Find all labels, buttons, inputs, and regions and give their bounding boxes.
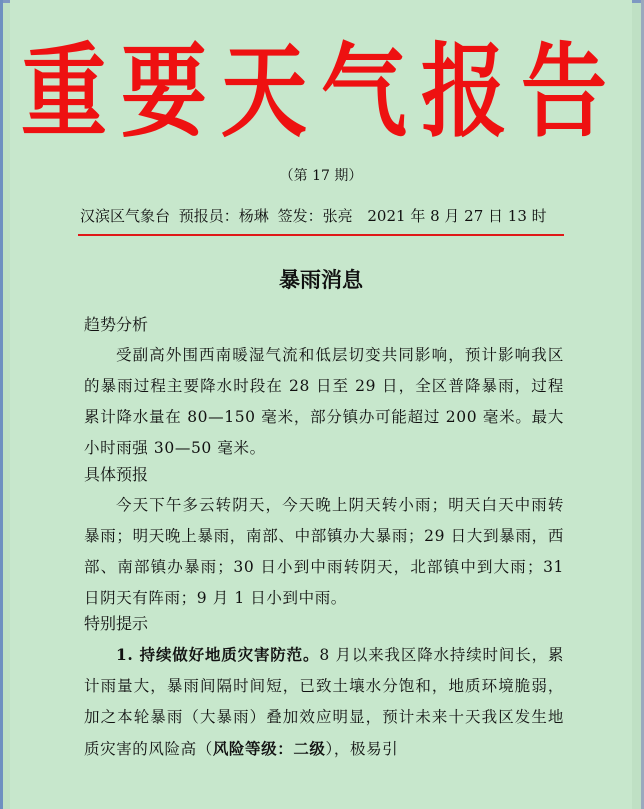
forecaster: 预报员：杨琳: [178, 207, 269, 225]
document-page: [10, 0, 632, 809]
trend-heading: 趋势分析: [84, 315, 149, 334]
tips-item-1-text-end: ），极易引: [325, 740, 399, 758]
tips-heading: 特别提示: [84, 614, 149, 633]
forecast-heading: 具体预报: [84, 465, 149, 484]
risk-level: 风险等级：二级: [212, 739, 326, 758]
issue-datetime: 2021 年 8 月 27 日 13 时: [367, 207, 547, 225]
report-title: 重要天气报告: [21, 33, 621, 152]
forecast-paragraph: 今天下午多云转阴天，今天晚上阴天转小雨；明天白天中雨转暴雨；明天晚上暴雨，南部、中部镇办大暴雨；29 日大到暴雨，西部、南部镇办暴雨；30 日小到中雨转阴天，北部镇中到大雨；31 日阴天有阵雨；9 月 1 日小到中雨。: [84, 496, 564, 607]
window-frame-left: [0, 0, 3, 809]
tips-item-1-title: 1. 持续做好地质灾害防范。: [116, 645, 320, 664]
issue-number: （第 17 期）: [279, 168, 363, 184]
tips-item-1: [84, 639, 564, 765]
headline: 暴雨消息: [279, 267, 363, 292]
station-name: 汉滨区气象台: [80, 207, 171, 225]
trend-paragraph: 受副高外围西南暖湿气流和低层切变共同影响，预计影响我区的暴雨过程主要降水时段在 28 日至 29 日，全区普降暴雨，过程累计降水量在 80—150 毫米，部分镇办可能超过 200 毫米。最大小时雨强 30—50 毫米。: [84, 346, 564, 457]
approver: 签发：张亮: [277, 207, 353, 225]
red-divider-line: [78, 234, 564, 236]
tips-item-1-text: 8 月以来我区降水持续时间长，累计雨量大，暴雨间隔时间短，已致土壤水分饱和，地质环境脆弱，加之本轮暴雨（大暴雨）叠加效应明显，预计未来十天我区发生地质灾害的风险高（: [84, 646, 565, 758]
report-meta: [80, 205, 560, 227]
